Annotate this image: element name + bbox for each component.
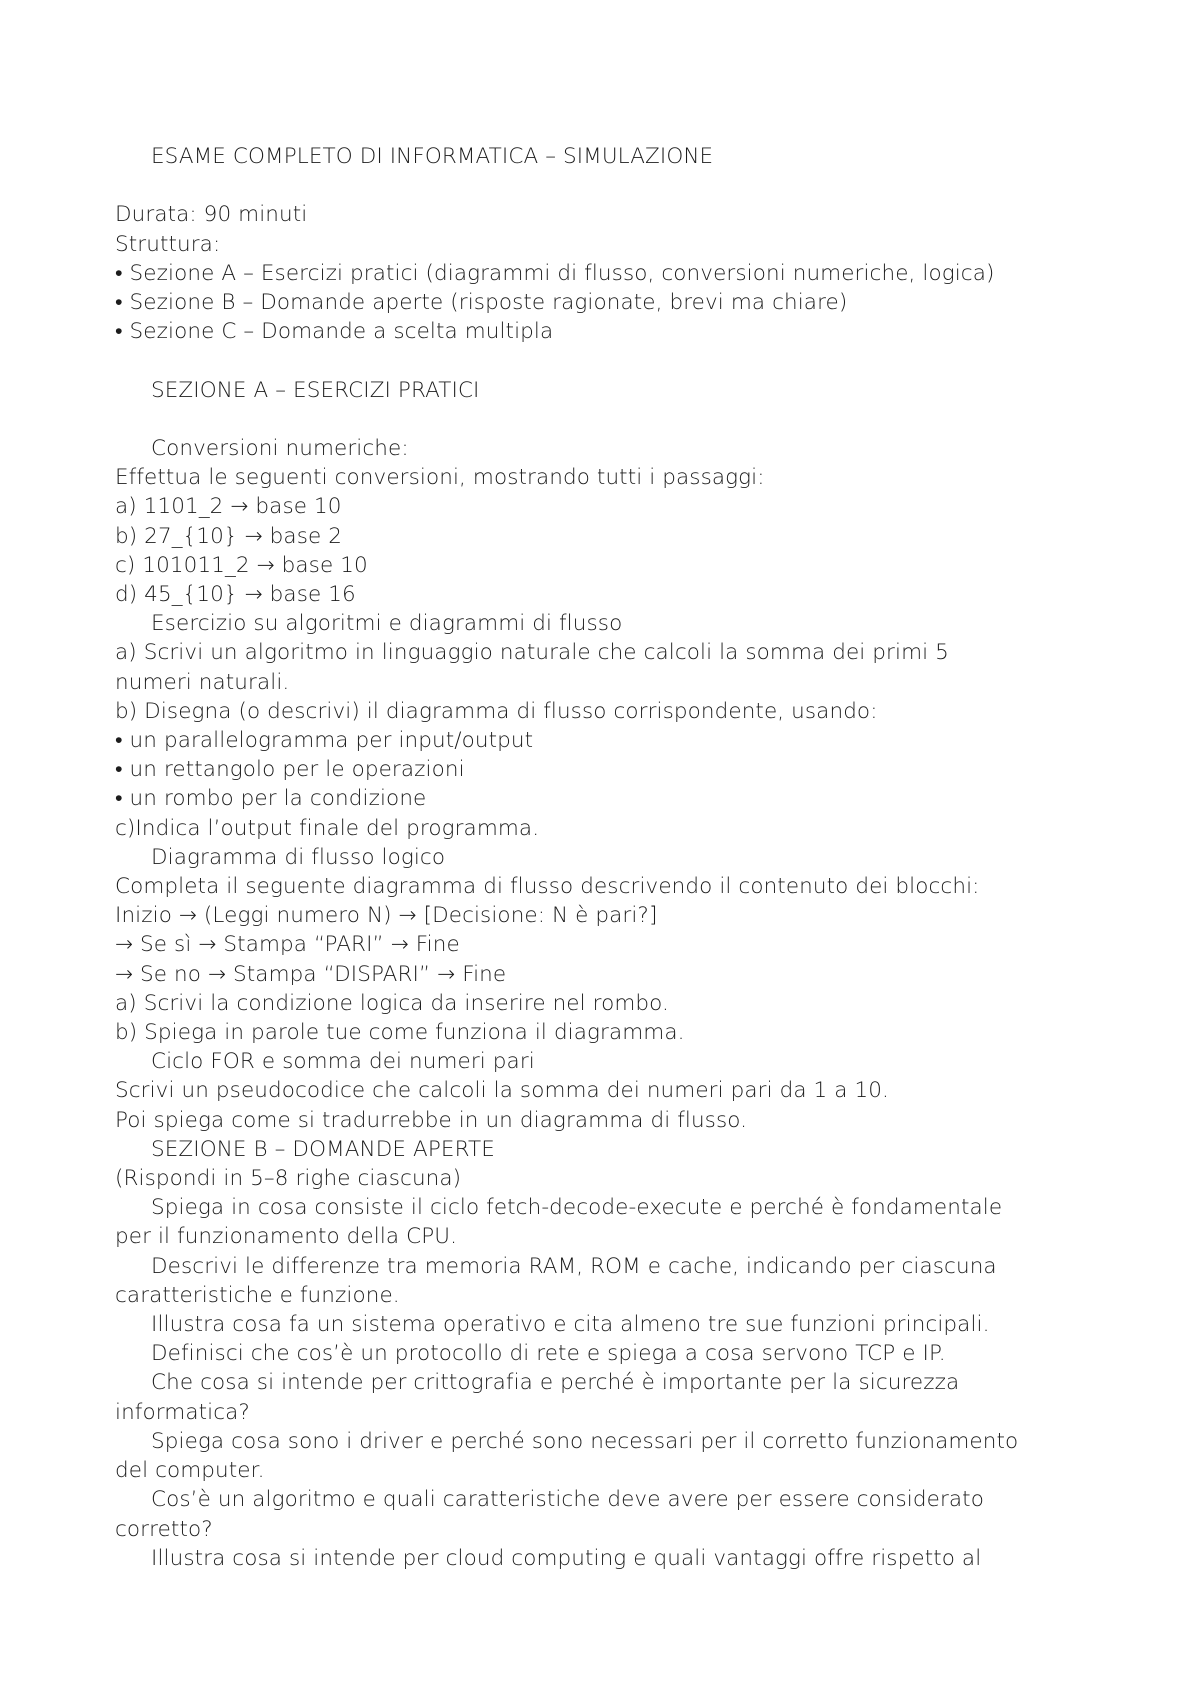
logic-diagram-line: Completa il seguente diagramma di flusso descrivendo il contenuto dei blocchi: bbox=[115, 874, 980, 900]
conversions-heading: Conversioni numeriche: bbox=[151, 435, 409, 461]
open-question: Descrivi le differenze tra memoria RAM, ROM e cache, indicando per ciascuna bbox=[151, 1253, 997, 1279]
structure-item-a: • Sezione A – Esercizi pratici (diagrammi di flusso, conversioni numeriche, logica) bbox=[115, 260, 995, 286]
algorithms-item-c: c)Indica l’output finale del programma. bbox=[115, 815, 540, 841]
logic-diagram-line: a) Scrivi la condizione logica da inserire nel rombo. bbox=[115, 990, 669, 1016]
spacer bbox=[115, 405, 1115, 434]
for-loop-line: Scrivi un pseudocodice che calcoli la somma dei numeri pari da 1 a 10. bbox=[115, 1078, 889, 1104]
logic-diagram-line: b) Spiega in parole tue come funziona il diagramma. bbox=[115, 1020, 685, 1046]
section-a-heading: SEZIONE A – ESERCIZI PRATICI bbox=[151, 377, 480, 403]
conversion-item: a) 1101_2 → base 10 bbox=[115, 494, 342, 520]
document-title: ESAME COMPLETO DI INFORMATICA – SIMULAZIONE bbox=[151, 144, 714, 169]
algorithms-item-b: b) Disegna (o descrivi) il diagramma di flusso corrispondente, usando: bbox=[115, 698, 878, 724]
algorithms-item-a-cont: numeri naturali. bbox=[115, 669, 290, 695]
structure-item-b: • Sezione B – Domande aperte (risposte ragionate, brevi ma chiare) bbox=[115, 290, 848, 315]
logic-diagram-line: → Se sì → Stampa “PARI” → Fine bbox=[115, 932, 460, 958]
open-question: Che cosa si intende per crittografia e perché è importante per la sicurezza bbox=[151, 1370, 960, 1396]
structure-label: Struttura: bbox=[115, 231, 221, 257]
logic-diagram-line: → Se no → Stampa “DISPARI” → Fine bbox=[115, 961, 507, 987]
open-question-cont: caratteristiche e funzione. bbox=[115, 1282, 400, 1308]
open-question: Illustra cosa fa un sistema operativo e cita almeno tre sue funzioni principali. bbox=[151, 1312, 990, 1338]
algorithms-bullet: • un rombo per la condizione bbox=[115, 786, 427, 812]
open-question: Definisci che cos’è un protocollo di rete e spiega a cosa servono TCP e IP. bbox=[151, 1341, 946, 1367]
logic-diagram-heading: Diagramma di flusso logico bbox=[151, 844, 446, 870]
document-body bbox=[115, 142, 1115, 1573]
conversion-item: b) 27_{10} → base 2 bbox=[115, 523, 343, 549]
open-question-cont: informatica? bbox=[115, 1399, 250, 1425]
open-question: Cos’è un algoritmo e quali caratteristiche deve avere per essere considerato bbox=[151, 1487, 984, 1513]
for-loop-heading: Ciclo FOR e somma dei numeri pari bbox=[151, 1049, 535, 1075]
algorithms-bullet: • un rettangolo per le operazioni bbox=[115, 757, 465, 783]
structure-item-c: • Sezione C – Domande a scelta multipla bbox=[115, 319, 554, 345]
algorithms-item-a: a) Scrivi un algoritmo in linguaggio naturale che calcoli la somma dei primi 5 bbox=[115, 640, 949, 666]
open-question: Spiega in cosa consiste il ciclo fetch-decode-execute e perché è fondamentale bbox=[151, 1195, 1003, 1221]
open-question-cont: per il funzionamento della CPU. bbox=[115, 1224, 458, 1250]
duration-text: Durata: 90 minuti bbox=[115, 202, 308, 228]
open-question: Illustra cosa si intende per cloud computing e quali vantaggi offre rispetto al bbox=[151, 1545, 982, 1571]
open-question: Spiega cosa sono i driver e perché sono necessari per il corretto funzionamento bbox=[151, 1428, 1019, 1454]
spacer bbox=[115, 171, 1115, 200]
conversion-item: d) 45_{10} → base 16 bbox=[115, 582, 356, 607]
algorithms-heading: Esercizio su algoritmi e diagrammi di flusso bbox=[151, 611, 623, 637]
conversions-instruction: Effettua le seguenti conversioni, mostrando tutti i passaggi: bbox=[115, 465, 765, 491]
open-question-cont: corretto? bbox=[115, 1516, 213, 1542]
algorithms-bullet: • un parallelogramma per input/output bbox=[115, 728, 534, 754]
section-b-heading: SEZIONE B – DOMANDE APERTE bbox=[151, 1136, 495, 1162]
section-b-note: (Rispondi in 5–8 righe ciascuna) bbox=[115, 1166, 462, 1192]
logic-diagram-line: Inizio → (Leggi numero N) → [Decisione: N è pari?] bbox=[115, 903, 658, 929]
for-loop-line: Poi spiega come si tradurrebbe in un diagramma di flusso. bbox=[115, 1107, 748, 1133]
open-question-cont: del computer. bbox=[115, 1458, 265, 1484]
conversion-item: c) 101011_2 → base 10 bbox=[115, 552, 368, 578]
spacer bbox=[115, 346, 1115, 375]
